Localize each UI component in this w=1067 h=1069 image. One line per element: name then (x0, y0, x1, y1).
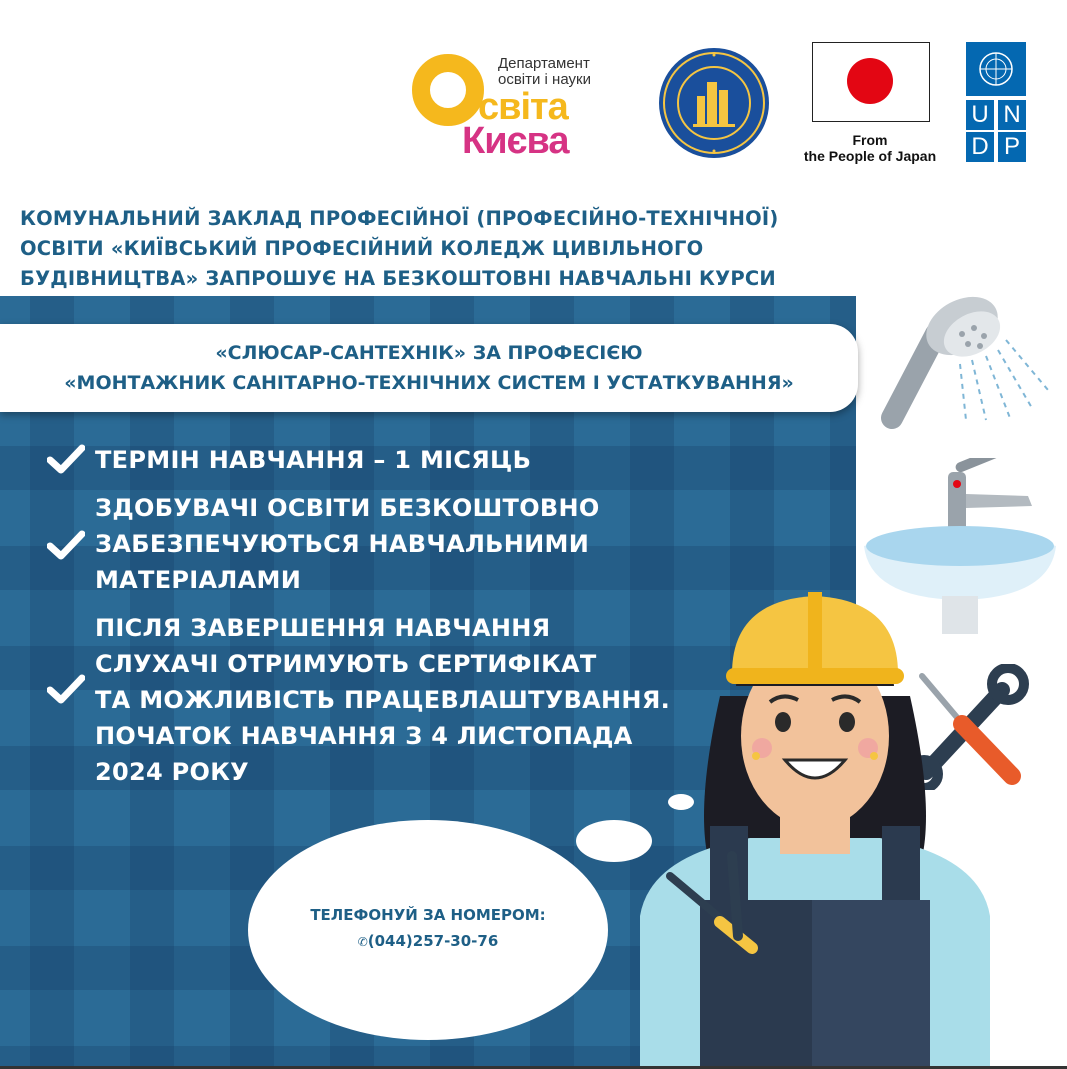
bullet-line: ТА МОЖЛИВІСТЬ ПРАЦЕВЛАШТУВАННЯ. (95, 686, 671, 714)
bullet-line: ЗДОБУВАЧІ ОСВІТИ БЕЗКОШТОВНО (95, 494, 600, 522)
undp-letter-n: N (998, 100, 1026, 130)
japan-caption (790, 132, 950, 164)
bullet-line: ПІСЛЯ ЗАВЕРШЕННЯ НАВЧАННЯ (95, 614, 551, 642)
department-line-1: Департамент (498, 55, 590, 72)
course-title-line-2: «МОНТАЖНИК САНІТАРНО-ТЕХНІЧНИХ СИСТЕМ І УСТАТКУВАННЯ» (64, 372, 794, 394)
undp-letter-p: P (998, 132, 1026, 162)
bullet-line: МАТЕРІАЛАМИ (95, 566, 302, 594)
bullet-certificate (95, 610, 670, 790)
bullet-line: 2024 РОКУ (95, 758, 249, 786)
bullet-materials (95, 490, 600, 598)
contact-label: ТЕЛЕФОНУЙ ЗА НОМЕРОМ: (310, 906, 546, 924)
bubble-dot-small (668, 794, 694, 810)
headline (20, 204, 850, 294)
phone-icon: ✆ (357, 935, 368, 949)
japan-caption-line-2: the People of Japan (803, 148, 937, 164)
undp-letter-u: U (966, 100, 994, 130)
japan-flag-sun (847, 58, 893, 104)
bullet-line: ТЕРМІН НАВЧАННЯ – 1 МІСЯЦЬ (95, 446, 532, 474)
headline-line-2: ОСВІТИ «КИЇВСЬКИЙ ПРОФЕСІЙНИЙ КОЛЕДЖ ЦИВІЛЬНОГО (20, 237, 704, 260)
kyieva-word: Києва (462, 120, 569, 162)
check-icon (47, 530, 85, 560)
bubble-dot-large (576, 820, 652, 862)
undp-letter-d: D (966, 132, 994, 162)
headline-line-3: БУДІВНИЦТВА» ЗАПРОШУЄ НА БЕЗКОШТОВНІ НАВЧАЛЬНІ КУРСИ (20, 267, 776, 290)
osvita-o-shape (412, 54, 484, 126)
course-title-line-1: «СЛЮСАР-САНТЕХНІК» ЗА ПРОФЕСІЄЮ (215, 342, 643, 364)
undp-logo (966, 42, 1026, 162)
worker-illustration (640, 576, 990, 1066)
japan-caption-line-1: From (852, 132, 888, 148)
college-seal-logo (657, 46, 771, 160)
check-icon (47, 444, 85, 474)
un-emblem (966, 42, 1026, 96)
japan-flag (812, 42, 930, 122)
bullet-line: ЗАБЕЗПЕЧУЮТЬСЯ НАВЧАЛЬНИМИ (95, 530, 590, 558)
check-icon (47, 674, 85, 704)
bullet-line: ПОЧАТОК НАВЧАННЯ З 4 ЛИСТОПАДА (95, 722, 633, 750)
phone-number[interactable]: (044)257-30-76 (367, 932, 499, 950)
course-title-banner (0, 324, 858, 412)
bullet-duration (95, 442, 531, 478)
osvita-kyieva-logo (410, 40, 635, 160)
department-line-2: освіти і науки (498, 71, 591, 88)
shower-head-icon (876, 290, 1056, 440)
contact-phone-row (248, 932, 608, 950)
headline-line-1: КОМУНАЛЬНИЙ ЗАКЛАД ПРОФЕСІЙНОЇ (ПРОФЕСІЙНО-ТЕХНІЧНОЇ) (20, 207, 779, 230)
osvita-word: світа (478, 86, 568, 128)
contact-bubble (248, 820, 608, 1040)
bullet-line: СЛУХАЧІ ОТРИМУЮТЬ СЕРТИФІКАТ (95, 650, 597, 678)
